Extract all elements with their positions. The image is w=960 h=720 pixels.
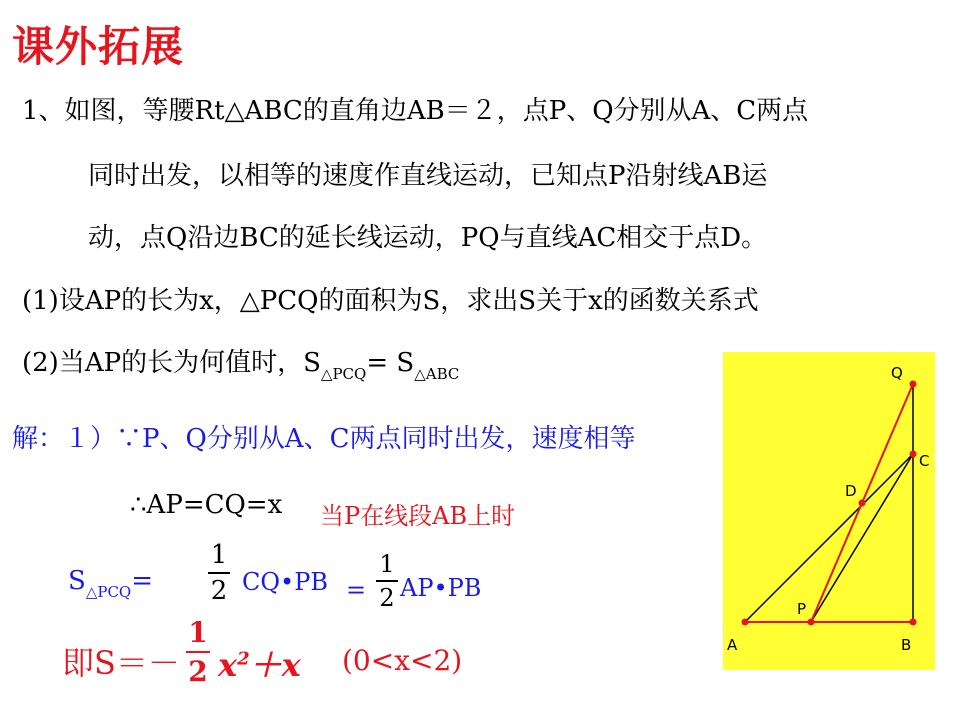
point-b: [910, 619, 917, 626]
point-p: [808, 619, 815, 626]
equals-sign-2: =: [346, 576, 367, 604]
point-c: [910, 451, 917, 458]
fraction-numerator: 1: [188, 616, 208, 649]
part2-sub-abc: △ABC: [414, 365, 460, 383]
fraction-half-2: [376, 550, 398, 612]
part2-sub-pcq: △PCQ: [320, 365, 367, 383]
label-b: B: [901, 636, 912, 654]
fraction-bar: [208, 572, 230, 574]
final-exponent: 2: [237, 648, 250, 670]
area-sub: △PCQ: [85, 583, 132, 601]
fraction-denominator: 2: [188, 655, 208, 688]
part2-prefix: (2)当AP的长为何值时，S: [22, 348, 321, 378]
problem-line-1: 1、如图，等腰Rt△ABC的直角边AB＝２，点P、Q分别从A、C两点: [22, 96, 809, 126]
fraction-denominator: 2: [210, 576, 228, 606]
point-d: [859, 500, 866, 507]
label-q: Q: [891, 364, 903, 382]
area-label: [68, 566, 154, 601]
part2-mid: = S: [366, 348, 415, 378]
solution-line-1: 解：１）∵P、Q分别从A、C两点同时出发，速度相等: [12, 424, 636, 454]
point-q: [910, 381, 917, 388]
slide-title: 课外拓展: [12, 22, 185, 71]
area-eq: =: [131, 566, 154, 596]
fraction-numerator: 1: [210, 540, 228, 570]
final-label: 即S＝－: [62, 644, 180, 682]
fraction-denominator: 2: [379, 584, 395, 612]
problem-line-2: 同时出发，以相等的速度作直线运动，已知点P沿射线AB运: [88, 161, 768, 191]
fraction-bar: [376, 580, 398, 582]
label-d: D: [845, 482, 857, 500]
problem-part-1: (1)设AP的长为x，△PCQ的面积为S，求出S关于x的函数关系式: [22, 286, 759, 316]
final-x: x: [218, 646, 238, 684]
domain-range: (0<x<2): [342, 644, 463, 677]
final-expression: [218, 640, 301, 686]
final-rest: ＋x: [249, 646, 301, 684]
solution-line-2: ∴AP=CQ=x: [130, 490, 283, 520]
area-s: S: [68, 566, 86, 596]
case-note: 当P在线段AB上时: [320, 502, 516, 530]
problem-part-2: [22, 342, 460, 383]
point-a: [742, 619, 749, 626]
expr-cq-pb: CQ•PB: [242, 568, 328, 596]
fraction-bar: [186, 651, 210, 653]
fraction-half-1: [208, 540, 230, 606]
label-c: C: [919, 452, 930, 470]
geometry-figure: [723, 352, 935, 670]
label-a: A: [727, 636, 738, 654]
expr-ap-pb: AP•PB: [400, 574, 482, 602]
problem-line-3: 动，点Q沿边BC的延长线运动，PQ与直线AC相交于点D。: [88, 223, 768, 253]
fraction-half-final: [186, 616, 210, 688]
label-p: P: [797, 600, 807, 618]
fraction-numerator: 1: [379, 550, 395, 578]
